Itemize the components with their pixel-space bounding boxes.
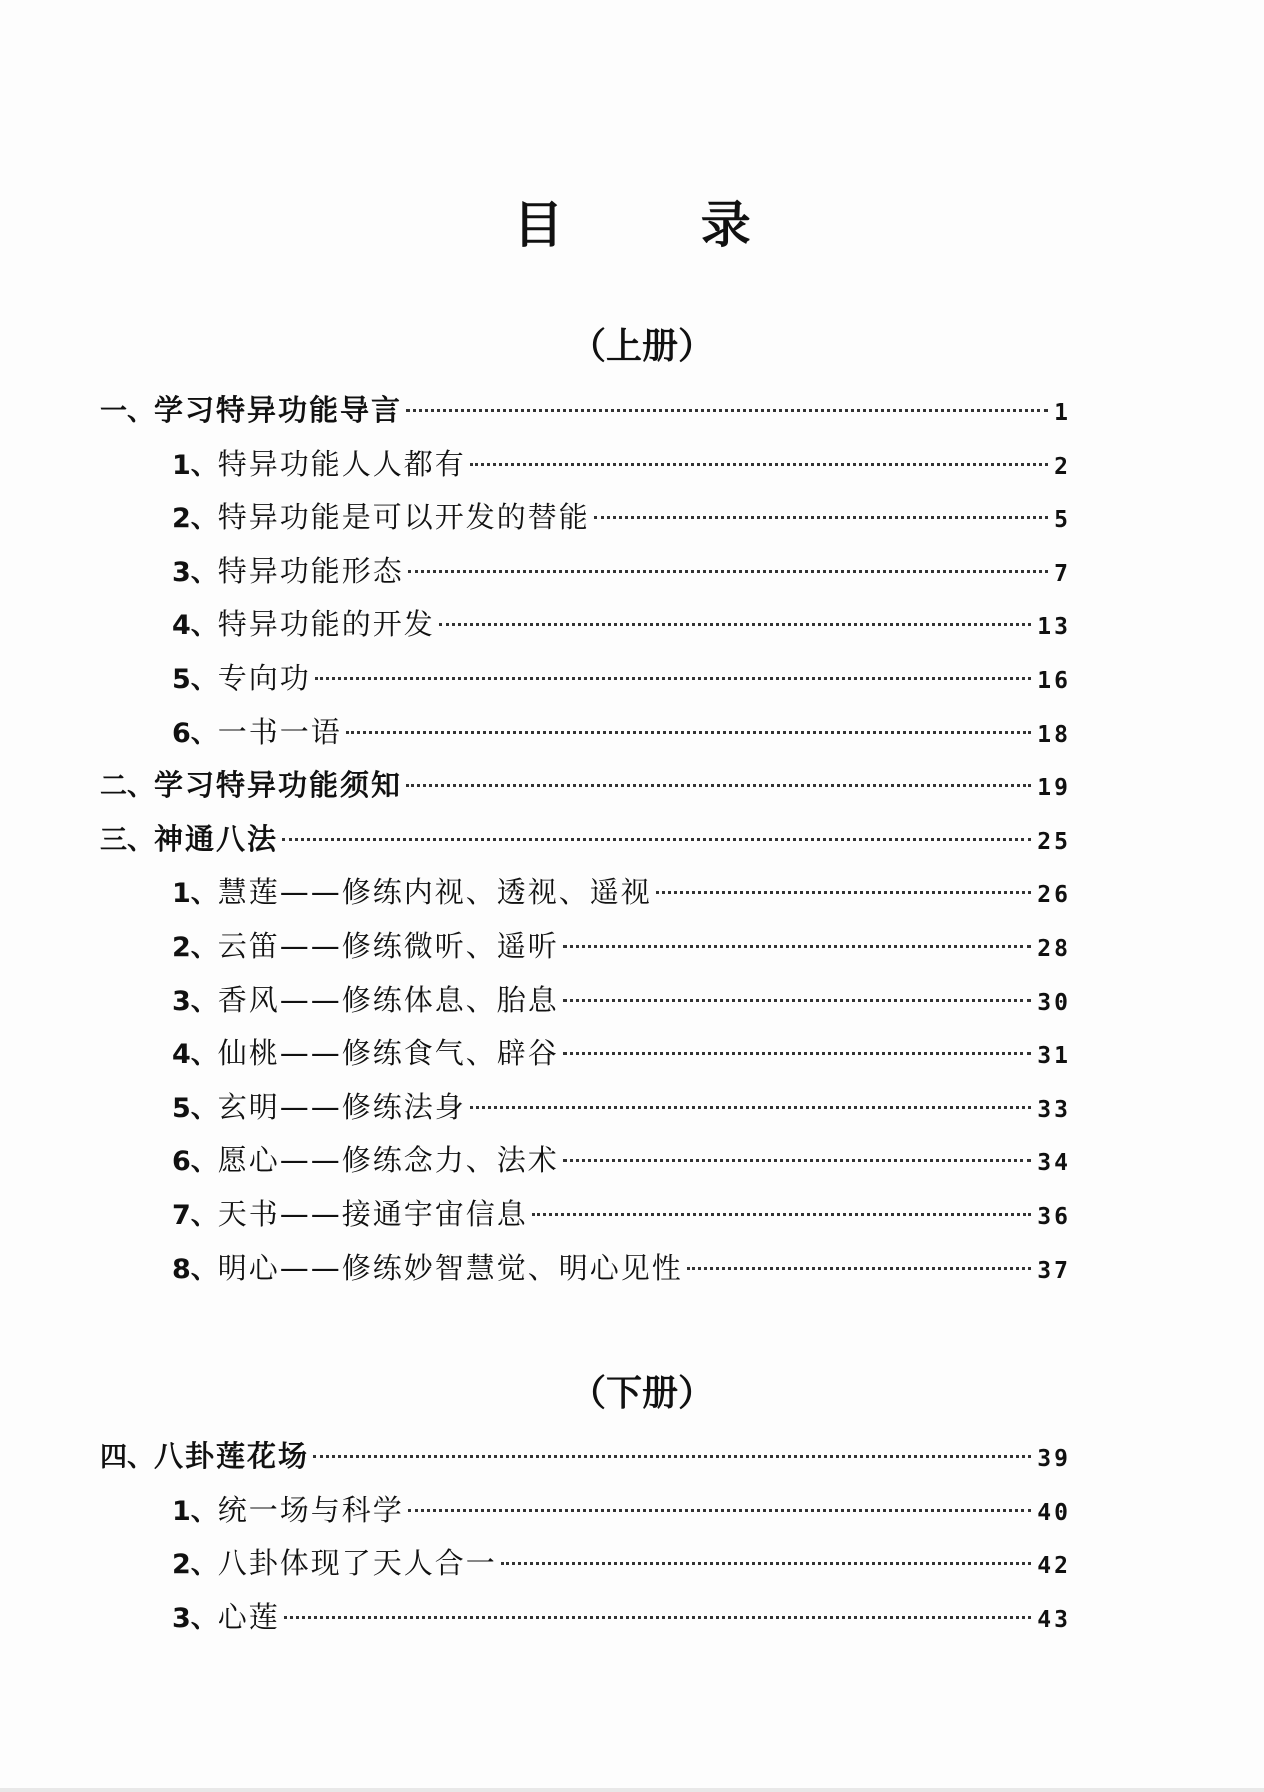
toc-entry-title: 八卦体现了天人合一 <box>217 1546 497 1581</box>
toc-entry-number: 4、 <box>172 1039 218 1071</box>
toc-entry-page: 39 <box>1037 1446 1071 1472</box>
toc-entry-number: 3、 <box>172 985 218 1017</box>
dot-leader <box>563 1158 1031 1162</box>
toc-entry-title: 学习特异功能须知 <box>154 768 403 803</box>
toc-entry <box>0 1188 1264 1242</box>
toc-entry-title: 八卦莲花场 <box>154 1439 310 1473</box>
toc-entry <box>0 759 1264 813</box>
toc-entry <box>0 438 1264 492</box>
dot-leader <box>406 783 1031 787</box>
toc-entry-title: 特异功能人人都有 <box>217 446 466 481</box>
dot-leader <box>406 408 1048 412</box>
toc-entry-page: 1 <box>1054 400 1071 426</box>
toc-entry-page: 5 <box>1054 507 1071 534</box>
toc-entry-number: 四、 <box>100 1442 154 1473</box>
dot-leader <box>563 1051 1031 1055</box>
toc-entry-title: 专向功 <box>217 660 311 695</box>
toc-entry-number: 2、 <box>172 503 218 535</box>
dot-leader <box>315 676 1031 680</box>
toc-list-upper <box>0 384 1264 1295</box>
toc-entry-number: 二、 <box>100 771 154 803</box>
page-edge <box>0 1788 1264 1792</box>
dot-leader <box>594 515 1048 519</box>
toc-entry-page: 40 <box>1037 1499 1071 1526</box>
toc-entry-number: 1、 <box>172 1495 218 1527</box>
toc-entry-number: 1、 <box>172 449 218 481</box>
toc-entry-number: 6、 <box>172 1146 218 1178</box>
toc-entry-title: 学习特异功能导言 <box>154 393 403 427</box>
toc-entry-title: 特异功能形态 <box>217 553 404 588</box>
toc-entry-page: 7 <box>1054 560 1071 587</box>
toc-entry-number: 一、 <box>100 396 154 427</box>
toc-entry-title: 神通八法 <box>154 821 279 856</box>
toc-entry <box>0 598 1264 652</box>
toc-entry-page: 43 <box>1037 1606 1071 1633</box>
toc-entry-page: 34 <box>1037 1150 1071 1177</box>
toc-entry-page: 25 <box>1037 828 1071 855</box>
toc-entry <box>0 1027 1264 1081</box>
toc-entry-number: 5、 <box>172 663 218 695</box>
toc-entry-page: 37 <box>1037 1257 1071 1284</box>
dot-leader <box>501 1561 1031 1565</box>
toc-entry <box>0 545 1264 599</box>
toc-entry <box>0 974 1264 1028</box>
toc-entry-page: 36 <box>1037 1203 1071 1230</box>
dot-leader <box>284 1615 1031 1619</box>
dot-leader <box>439 622 1031 626</box>
toc-entry-title: 云笛——修练微听、遥听 <box>217 928 559 963</box>
dot-leader <box>563 944 1031 948</box>
volume-heading-lower: （下册） <box>569 1373 714 1414</box>
toc-entry-title: 香风——修练体息、胎息 <box>217 982 559 1017</box>
toc-entry <box>0 1484 1264 1538</box>
toc-entry <box>0 1242 1264 1296</box>
toc-entry-number: 3、 <box>172 556 218 588</box>
toc-entry-page: 13 <box>1037 614 1071 641</box>
toc-entry-page: 31 <box>1037 1043 1071 1070</box>
toc-entry-title: 天书——接通宇宙信息 <box>217 1196 528 1231</box>
toc-entry-title: 明心——修练妙智慧觉、明心见性 <box>217 1250 683 1285</box>
toc-entry <box>0 706 1264 760</box>
toc-entry <box>0 920 1264 974</box>
toc-entry <box>0 1430 1264 1484</box>
dot-leader <box>470 462 1048 466</box>
dot-leader <box>408 569 1048 573</box>
toc-entry-title: 特异功能是可以开发的替能 <box>217 500 590 535</box>
toc-entry-page: 2 <box>1054 453 1071 480</box>
dot-leader <box>470 1105 1031 1109</box>
toc-entry-title: 一书一语 <box>217 714 342 749</box>
dot-leader <box>532 1212 1031 1216</box>
toc-entry <box>0 813 1264 867</box>
toc-entry-number: 5、 <box>172 1092 218 1124</box>
toc-entry-page: 16 <box>1037 667 1071 694</box>
toc-entry-number: 6、 <box>172 717 218 749</box>
toc-entry <box>0 652 1264 706</box>
toc-entry-page: 42 <box>1037 1553 1071 1580</box>
toc-entry-number: 7、 <box>172 1199 218 1231</box>
toc-entry-number: 三、 <box>100 824 154 856</box>
toc-entry-number: 8、 <box>172 1253 218 1285</box>
toc-entry-title: 统一场与科学 <box>217 1492 404 1527</box>
page-title: 目 录 <box>513 196 811 254</box>
toc-entry <box>0 1081 1264 1135</box>
toc-list-lower <box>0 1430 1264 1644</box>
toc-entry <box>0 866 1264 920</box>
toc-entry-title: 愿心——修练念力、法术 <box>217 1143 559 1178</box>
toc-entry <box>0 1537 1264 1591</box>
toc-entry-page: 26 <box>1037 882 1071 909</box>
dot-leader <box>408 1508 1031 1512</box>
toc-entry-number: 1、 <box>172 878 218 910</box>
dot-leader <box>346 730 1031 734</box>
toc-entry-page: 30 <box>1037 989 1071 1016</box>
toc-entry-page: 18 <box>1037 721 1071 748</box>
dot-leader <box>687 1266 1031 1270</box>
toc-entry <box>0 1591 1264 1645</box>
toc-entry-number: 3、 <box>172 1602 218 1634</box>
toc-entry-number: 4、 <box>172 610 218 642</box>
dot-leader <box>563 998 1031 1002</box>
toc-entry-title: 特异功能的开发 <box>217 607 435 642</box>
toc-entry <box>0 1134 1264 1188</box>
toc-entry-number: 2、 <box>172 1549 218 1581</box>
toc-entry <box>0 384 1264 438</box>
toc-entry-page: 33 <box>1037 1096 1071 1123</box>
toc-entry-title: 慧莲——修练内视、透视、遥视 <box>217 875 652 910</box>
volume-heading-upper: （上册） <box>569 326 714 367</box>
toc-entry <box>0 491 1264 545</box>
toc-entry-page: 19 <box>1037 775 1071 802</box>
toc-entry-title: 心莲 <box>217 1599 280 1634</box>
dot-leader <box>656 890 1031 894</box>
toc-entry-title: 玄明——修练法身 <box>217 1089 466 1124</box>
dot-leader <box>282 837 1031 841</box>
toc-entry-page: 28 <box>1037 935 1071 962</box>
dot-leader <box>313 1454 1031 1458</box>
toc-entry-number: 2、 <box>172 931 218 963</box>
toc-entry-title: 仙桃——修练食气、辟谷 <box>217 1036 559 1071</box>
